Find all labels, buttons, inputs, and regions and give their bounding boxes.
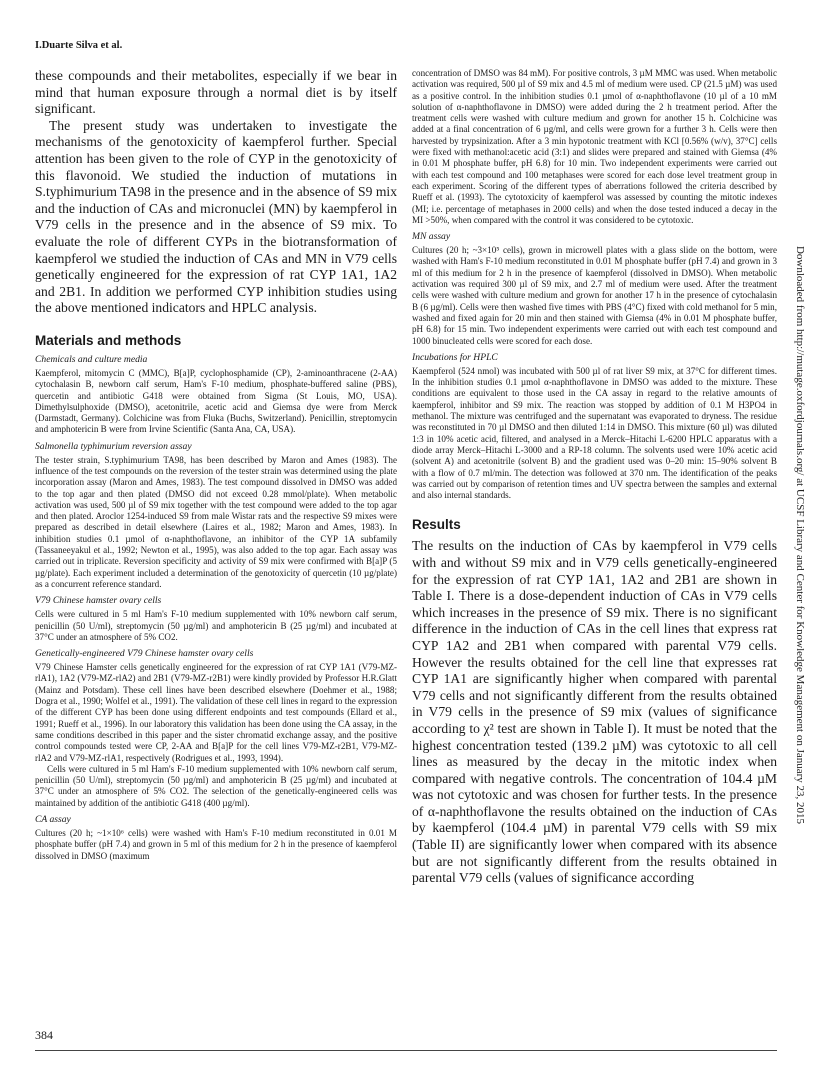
paragraph-v79-cells: Cells were cultured in 5 ml Ham's F-10 medium supplemented with 10% newborn calf serum, penicillin (50 U/ml), streptomycin (50 µg/ml) and amphotericin B (25 µg/ml) and incubated at 37°C under an atmosphere of 5% CO2. [35, 609, 397, 642]
subheading-salmonella: Salmonella typhimurium reversion assay [35, 440, 192, 452]
paragraph-salmonella: The tester strain, S.typhimurium TA98, has been described by Maron and Ames (1983). The influence of the test compounds on the reversion of the tester strain was determined using the plate incorporation assay (Maron and Ames, 1983). The test compound dissolved in DMSO was added to the top agar and then plated (DMSO did not exceed 0.28 mmol/plate). When metabolic activation was used, 500 µl of S9 mix together with the test compound were added to the top agar and then plated. Aroclor 1254-induced S9 from male Wistar rats and the respective S9 mixes were prepared as described in detail elsewhere (Laires et al., 1982; Maron and Ames, 1983). In inhibition studies 0.1 µmol of α-naphthoflavone, an inhibitor of the CYP 1A subfamily (Tassaneeyakul et al., 1992; Newton et al., 1995), was also added to the top agar. Each assay was carried out in triplicate. Reversion specificity and activity of S9 mix were confirmed with B[a]P (5 µg/plate). Each experiment included a determination of the genotoxicity of quercetin (10 µg/plate) as a concurrent reference standard. [35, 454, 397, 589]
paragraph-mn-assay: Cultures (20 h; ~3×10⁵ cells), grown in microwell plates with a glass slide on the bottom, were washed with Ham's F-10 medium reconstituted in 0.01 M phosphate buffer (pH 7.4) and grown in 3 ml of this medium for 2 h in the presence of kaempferol (dissolved in DMSO). When metabolic activation was required 300 µl of S9 mix, and 2.7 ml of medium were used. After the treatment cells were washed with culture medium and grown for another 17 h in the presence of cytochalasin B (6 µg/ml). Cells were then washed five times with PBS (4°C) fixed with cold methanol for 5 min, washed and fixed again for 20 min and then stained with Giemsa (4% in 0.01 M phosphate buffer, pH 6.8) for 15 min. Two independent experiments were carried out with each test compound and 1000 binucleated cells were scored for each dose. [412, 245, 777, 346]
page-number: 384 [35, 1028, 53, 1042]
subheading-hplc: Incubations for HPLC [412, 351, 498, 363]
bottom-rule [35, 1050, 777, 1051]
paragraph-engineered-cells-1: V79 Chinese Hamster cells genetically engineered for the expression of rat CYP 1A1 (V79-MZ-rlA1), 1A2 (V79-MZ-rlA2) and 2B1 (V79-MZ-r2B1) were kindly provided by Professor H.R.Glatt (Mainz and Potsdam). These cell lines have been described elsewhere (Doehmer et al., 1988; Dogra et al., 1990; Wolfel et al., 1991). The validation of these cell lines in regard to the expression of the different CYP has been done using different endpoints and test compounds (Ellard et al., 1991; Rueff et al., 1996). In our laboratory this validation has been done using the CA assay, in the same conditions described in this paper and the sister chromatid exchange assay, and the positive control compounds tested were CP, 2-AA and B[a]P for the cell lines V79-MZ-r2B1, V79-MZ-rlA2 and V79-MZ-rlA1, respectively (Rodrigues et al., 1993, 1994). [35, 662, 397, 763]
intro-paragraph-1: these compounds and their metabolites, especially if we bear in mind that human exposure through a normal diet is by itself significant. [35, 68, 397, 117]
paragraph-ca-assay-continued: concentration of DMSO was 84 mM). For positive controls, 3 µM MMC was used. When metabolic activation was required, 500 µl of S9 mix and 4.5 ml of medium were used. CP (21.5 µM) was used as a positive control. In the inhibition studies 0.1 µmol of α-naphthoflavone (10 µl of a 10 mM solution of α-naphthoflavone in DMSO) were added during the 2 h treatment period. After the treatment cells were washed with culture medium and grown for another 15 h. Colchicine was added at a final concentration of 6 µg/ml, and cells were grown for a further 3 h. Cells were then harvested by trypsinization. After a 3 min hypotonic treatment with KCl [0.56% (w/v), 37°C] cells were fixed with methanol:acetic acid (3:1) and slides were prepared and stained with Giemsa (4% in 0.01 M phosphate buffer, pH 6.8) for 10 min. Two independent experiments were carried out with each test compound and 100 metaphases were scored for each dose level treatment group in each experiment. Scoring of the different types of aberrations followed the criteria described by Rueff et al. (1993). The cytotoxicity of kaempferol was assessed by counting the mitotic indexes (MI; i.e. percentage of metaphases in 2000 cells) and when the dose tested induced a decay in the MI >50%, when compared with the control it was considered to be cytotoxic. [412, 68, 777, 225]
subheading-chemicals: Chemicals and culture media [35, 353, 148, 365]
paragraph-ca-assay: Cultures (20 h; ~1×10⁶ cells) were washed with Ham's F-10 medium reconstituted in 0.01 M phosphate buffer (pH 7.4) and grown in 5 ml of this medium for 2 h in the presence of kaempferol dissolved in DMSO (maximum [35, 828, 397, 861]
intro-paragraph-2: The present study was undertaken to investigate the mechanisms of the genotoxicity of kaempferol further. Special attention has been given to the role of CYP in the genotoxicity of this flavonoid. We studied the induction of mutations in S.typhimurium TA98 in the presence and in the absence of S9 mix and the induction of CAs and micronuclei (MN) by kaempferol in V79 cells in the presence and in the absence of S9 mix. To evaluate the role of different CYPs in the biotransformation of kaempferol we studied the induction of CAs and MN in V79 cells genetically engineered for the expression of rat CYP 1A1, 1A2 and 2B1. In addition we performed CYP inhibition studies using the above mentioned indicators and HPLC analysis. [35, 117, 397, 316]
paragraph-hplc: Kaempferol (524 nmol) was incubated with 500 µl of rat liver S9 mix, at 37°C for different times. In the inhibition studies 0.1 µmol α-naphthoflavone in DMSO was added to the mixture. These conditions are equivalent to those used in the CA assay in regard to the relative amounts of kaempferol, inhibitor and S9 mix. The reaction was stopped by addition of 0.1 M H3PO4 in methanol. The mixture was centrifuged and the supernatant was evaporated to dryness. The residue was reconstituted in 70 µl DMSO and then diluted 1:14 in DMSO. This mixture (60 µl) was diluted 1:3 in 10% acetic acid, filtered, and analysed in a Merck–Hitachi L-6200 HPLC apparatus with a diode array Merck–Hitachi L-3000 and a RP-18 column. The solvents used were 10% acetic acid (solvent A) and acetonitrile (solvent B) and the gradient used was 0–20 min: 15–90% solvent B with a flow of 0.7 ml/min. The detection was followed at 370 nm. The identification of the peaks was carried out by comparison of retention times and UV spectra between the samples and external and also internal standards. [412, 365, 777, 501]
left-column [35, 68, 397, 1013]
subheading-mn-assay: MN assay [412, 231, 451, 243]
section-heading-results: Results [412, 517, 461, 533]
subheading-ca-assay: CA assay [35, 814, 71, 825]
subheading-engineered-cells: Genetically-engineered V79 Chinese hamster ovary cells [35, 648, 254, 660]
paragraph-results: The results on the induction of CAs by kaempferol in V79 cells with and without S9 mix and in V79 cells genetically-engineered for the expression of rat CYP 1A1, 1A2 and 2B1 are shown in Table I. There is a dose-dependent induction of CAs in V79 cells which increases in the presence of S9 mix. There is no significant difference in the induction of CAs in the cell lines that express rat CYP 1A2 and 2B1 when compared with parental V79 cells. However the results obtained for the cell line that expresses rat CYP 1A1 are significantly higher when compared with parental V79 cells and not significantly different from the results obtained in V79 cells in the presence of S9 mix (values of significance according to χ² test are shown in Table I). It must be noted that the highest concentration tested (139.2 µM) was cytotoxic to all cell lines as measured by the decay in the mitotic index when compared with negative controls. The concentration of 104.4 µM was not cytotoxic and was chosen for further tests. In the presence of α-naphthoflavone the results obtained on the induction of CAs by kaempferol (104.4 µM) in parental V79 cells with S9 mix (Table II) are significantly lower when compared with its absence but are not significantly different from the results obtained in parental V79 cells (values of significance according [412, 538, 777, 886]
running-head: I.Duarte Silva et al. [35, 40, 123, 51]
paragraph-engineered-cells-2: Cells were cultured in 5 ml Ham's F-10 medium supplemented with 10% newborn calf serum, penicillin (50 U/ml), streptomycin (50 µg/ml) and amphotericin B (25 µg/ml) and incubated at 37°C under an atmosphere of 5% CO2. The selection of the genetically-engineered cells was maintained by addition of the antibiotic G418 (400 µg/ml). [35, 763, 397, 808]
paragraph-chemicals: Kaempferol, mitomycin C (MMC), B[a]P, cyclophosphamide (CP), 2-aminoanthracene (2-AA) cytochalasin B, newborn calf serum, Ham's F-10 medium, phosphate-buffered saline (PBS), quercetin and antibiotic G418 were obtained from Sigma (St Louis, MO, USA). Dimethylsulphoxide (DMSO), acetonitrile, acetic acid and Giemsa dye were from Merck (Darmstadt, Germany). Colchicine was from Fluka (Buchs, Switzerland). Penicillin, streptomycin and amphotericin B were from Irvine Scientific (Santa Ana, CA, USA). [35, 367, 397, 435]
right-column [412, 68, 777, 1048]
download-notice[interactable]: Downloaded from http://mutage.oxfordjournals.org/ at UCSF Library and Center for Knowledge Management on January 23, 2015 [794, 245, 806, 825]
section-heading-methods: Materials and methods [35, 332, 182, 348]
subheading-v79-cells: V79 Chinese hamster ovary cells [35, 595, 162, 607]
